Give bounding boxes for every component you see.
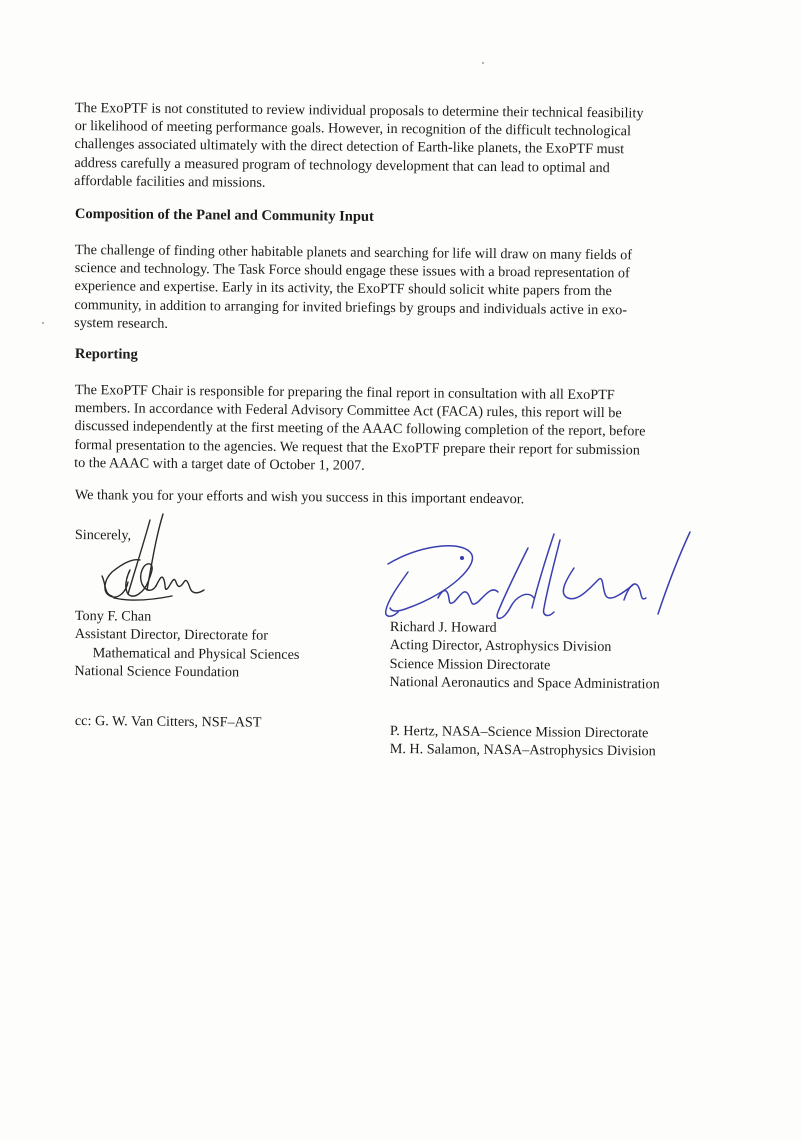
reporting-paragraph: The ExoPTF Chair is responsible for preparing the final report in consultation with all ExoPTF members. In accordance with Federal Advisory Committee Act (FACA) rules, this report will be discussed independently at the first meeting of the AAAC following completion of the report, before formal presentation to the agencies. We request that the ExoPTF prepare their report for submission to the AAAC with a target date of October 1, 2007. xyxy=(74,381,646,474)
cc-right-line: P. Hertz, NASA–Science Mission Directorate xyxy=(389,722,649,742)
intro-paragraph: The ExoPTF is not constituted to review individual proposals to determine their technical feasibility or likelihood of meeting performance goals. However, in recognition of the difficult technological challenges associated ultimately with the direct detection of Earth-like planets, the ExoPTF must address carefully a measured program of technology development that can lead to optimal and affordable facilities and missions. xyxy=(74,99,644,191)
signer-left-block xyxy=(74,607,299,683)
closing: Sincerely, xyxy=(74,526,132,544)
cc-left: cc: G. W. Van Citters, NSF–AST xyxy=(74,712,262,731)
signer-left-org: National Science Foundation xyxy=(74,663,240,681)
cc-right-line: M. H. Salamon, NASA–Astrophysics Division xyxy=(389,741,656,760)
signature-right xyxy=(378,528,696,628)
signer-right-directorate: Science Mission Directorate xyxy=(389,655,551,674)
composition-paragraph: The challenge of finding other habitable planets and searching for life will draw on many fields of science and technology. The Task Force should engage these issues with a broad representation of experience and expertise. Early in its activity, the ExoPTF should solicit white papers from the community, in addition to arranging for invited briefings by groups and individuals active in exo- system research. xyxy=(74,241,633,332)
signer-left-name: Tony F. Chan xyxy=(74,607,152,625)
signer-right-org: National Aeronautics and Space Administration xyxy=(389,674,660,693)
signer-left-title-2: Mathematical and Physical Sciences xyxy=(92,644,300,663)
cc-right xyxy=(390,722,656,761)
signature-left xyxy=(92,512,212,612)
signer-right-name: Richard J. Howard xyxy=(389,618,497,636)
scan-speck xyxy=(42,322,44,324)
section-heading-reporting: Reporting xyxy=(74,346,138,363)
section-heading-composition: Composition of the Panel and Community Input xyxy=(74,206,374,225)
signer-right-title: Acting Director, Astrophysics Division xyxy=(389,637,612,656)
signer-left-title: Assistant Director, Directorate for xyxy=(74,626,269,645)
thanks-line: We thank you for your efforts and wish you success in this important endeavor. xyxy=(74,486,525,508)
scan-speck xyxy=(482,62,484,64)
signer-right-block xyxy=(389,618,660,694)
